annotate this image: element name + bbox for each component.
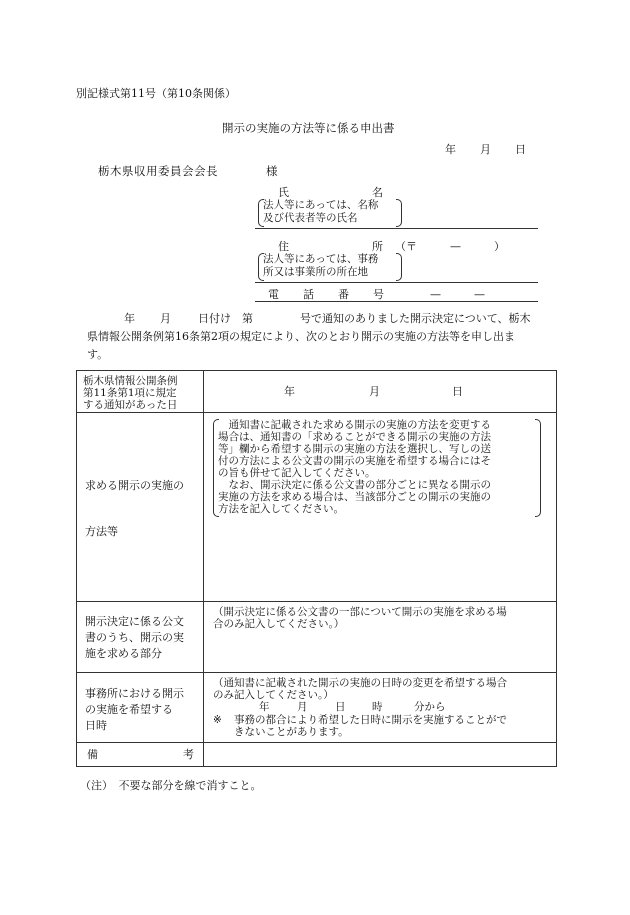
phone-label-3: 番 bbox=[338, 288, 349, 301]
phone-format: — — bbox=[430, 288, 485, 301]
name-note-bracket-right bbox=[396, 199, 402, 227]
intro-month: 月 bbox=[160, 312, 171, 325]
name-note-line-1: 法人等にあっては、名称 bbox=[263, 199, 379, 211]
remarks-label bbox=[77, 743, 204, 767]
table-row-remarks bbox=[77, 743, 557, 767]
remarks-label-1: 備 bbox=[87, 748, 98, 761]
caution-line-1: 事務の都合により希望した日時に開示を実施することがで bbox=[234, 714, 507, 726]
table-row-method bbox=[77, 413, 557, 602]
method-note-line-5: の旨も併せて記入してください。 bbox=[218, 467, 376, 479]
remarks-field[interactable] bbox=[204, 743, 557, 767]
notification-date-field[interactable] bbox=[204, 371, 557, 413]
notification-date-label-2: 第11条第1項に規定 bbox=[83, 387, 177, 399]
datetime-label-1: 事務所における開示 bbox=[85, 687, 184, 700]
date-month: 月 bbox=[480, 143, 491, 156]
table-row-datetime bbox=[77, 673, 557, 743]
address-note-line-2: 所又は事業所の所在地 bbox=[263, 266, 368, 278]
phone-label-1: 電 bbox=[268, 288, 279, 301]
parts-note-line-1: （開示決定に係る公文書の一部について開示の実施を求める場 bbox=[213, 606, 507, 618]
intro-line-2: 県情報公開条例第16条第2項の規定により、次のとおり開示の実施の方法等を申し出ま bbox=[87, 330, 515, 343]
datetime-day: 日 bbox=[335, 701, 346, 713]
notification-month: 月 bbox=[369, 385, 380, 398]
intro-line-3: す。 bbox=[87, 348, 109, 361]
table-row-parts bbox=[77, 602, 557, 673]
method-note-line-3: 等」欄から希望する開示の実施の方法を選択し、写しの送 bbox=[218, 443, 491, 455]
document-title: 開示の実施の方法等に係る申出書 bbox=[222, 121, 395, 135]
intro-day-number: 日付け 第 bbox=[198, 312, 253, 325]
address-underline bbox=[255, 282, 538, 283]
datetime-year: 年 bbox=[259, 701, 270, 713]
address-note-line-1: 法人等にあっては、事務 bbox=[263, 253, 379, 265]
name-note-line-2: 及び代表者等の氏名 bbox=[263, 212, 358, 224]
name-underline bbox=[255, 228, 538, 229]
datetime-label-2: の実施を希望する bbox=[85, 703, 173, 716]
method-note-line-6: なお、開示決定に係る公文書の部分ごとに異なる開示の bbox=[218, 479, 491, 491]
datetime-note-line-1: （通知書に記載された開示の実施の日時の変更を希望する場合 bbox=[213, 677, 507, 689]
address-note-bracket-right bbox=[396, 253, 402, 281]
method-label bbox=[77, 413, 204, 602]
notification-date-label-1: 栃木県情報公開条例 bbox=[83, 375, 178, 387]
datetime-month: 月 bbox=[297, 701, 308, 713]
footnote: （注） 不要な部分を線で消すこと。 bbox=[80, 779, 262, 792]
method-note-line-7: 実施の方法を求める場合は、当該部分ごとの開示の実施の bbox=[218, 491, 491, 503]
parts-label-2: 書のうち、開示の実 bbox=[85, 631, 184, 644]
method-note-line-4: 付の方法による公文書の開示の実施を希望する場合にはそ bbox=[218, 455, 491, 467]
date-year: 年 bbox=[445, 143, 456, 156]
form-id: 別記様式第11号（第10条関係） bbox=[76, 87, 236, 100]
datetime-hour: 時 bbox=[372, 701, 383, 713]
table-row-notification-date bbox=[77, 371, 557, 413]
phone-underline bbox=[255, 301, 538, 302]
method-note bbox=[218, 419, 491, 515]
caution-line-2: きないことがあります。 bbox=[234, 726, 349, 738]
caution-mark: ※ bbox=[213, 714, 222, 726]
remarks-label-2: 考 bbox=[183, 748, 194, 761]
method-note-bracket-right bbox=[535, 419, 541, 517]
method-note-line-1: 通知書に記載された求める開示の実施の方法を変更する bbox=[218, 419, 491, 431]
intro-rest: 号で通知のありました開示決定について、栃木 bbox=[300, 312, 531, 325]
notification-year: 年 bbox=[284, 385, 295, 398]
datetime-field[interactable] bbox=[204, 673, 557, 743]
method-label-1: 求める開示の実施の bbox=[85, 479, 184, 492]
parts-field[interactable] bbox=[204, 602, 557, 673]
phone-label-2: 話 bbox=[303, 288, 314, 301]
datetime-minute: 分から bbox=[414, 701, 446, 713]
datetime-note-line-2: のみ記入してください。） bbox=[213, 689, 334, 701]
parts-label bbox=[77, 602, 204, 673]
addressee-name: 栃木県収用委員会会長 bbox=[98, 164, 218, 178]
method-label-2: 方法等 bbox=[85, 525, 118, 538]
date-day: 日 bbox=[515, 143, 526, 156]
intro-year: 年 bbox=[124, 312, 135, 325]
name-label-1: 氏 bbox=[278, 186, 289, 199]
phone-label-4: 号 bbox=[373, 288, 384, 301]
method-note-line-2: 場合は、通知書の「求めることができる開示の実施の方法 bbox=[218, 431, 491, 443]
address-label-2: 所 bbox=[372, 240, 383, 253]
datetime-label-3: 日時 bbox=[85, 719, 107, 732]
parts-note-line-2: 合のみ記入してください。） bbox=[213, 618, 345, 630]
address-label-1: 住 bbox=[278, 240, 289, 253]
datetime-label bbox=[77, 673, 204, 743]
notification-date-label-3: する通知があった日 bbox=[83, 399, 178, 411]
method-note-line-8: 方法を記入してください。 bbox=[218, 503, 344, 515]
request-table bbox=[76, 370, 557, 767]
parts-label-3: 施を求める部分 bbox=[85, 647, 162, 660]
notification-date-label bbox=[77, 371, 204, 413]
method-field[interactable] bbox=[204, 413, 557, 602]
name-label-2: 名 bbox=[372, 186, 383, 199]
postal-code-field: （〒 — ） bbox=[395, 240, 505, 253]
notification-day: 日 bbox=[452, 385, 463, 398]
addressee-honorific: 様 bbox=[266, 164, 278, 178]
parts-label-1: 開示決定に係る公文 bbox=[85, 615, 184, 628]
